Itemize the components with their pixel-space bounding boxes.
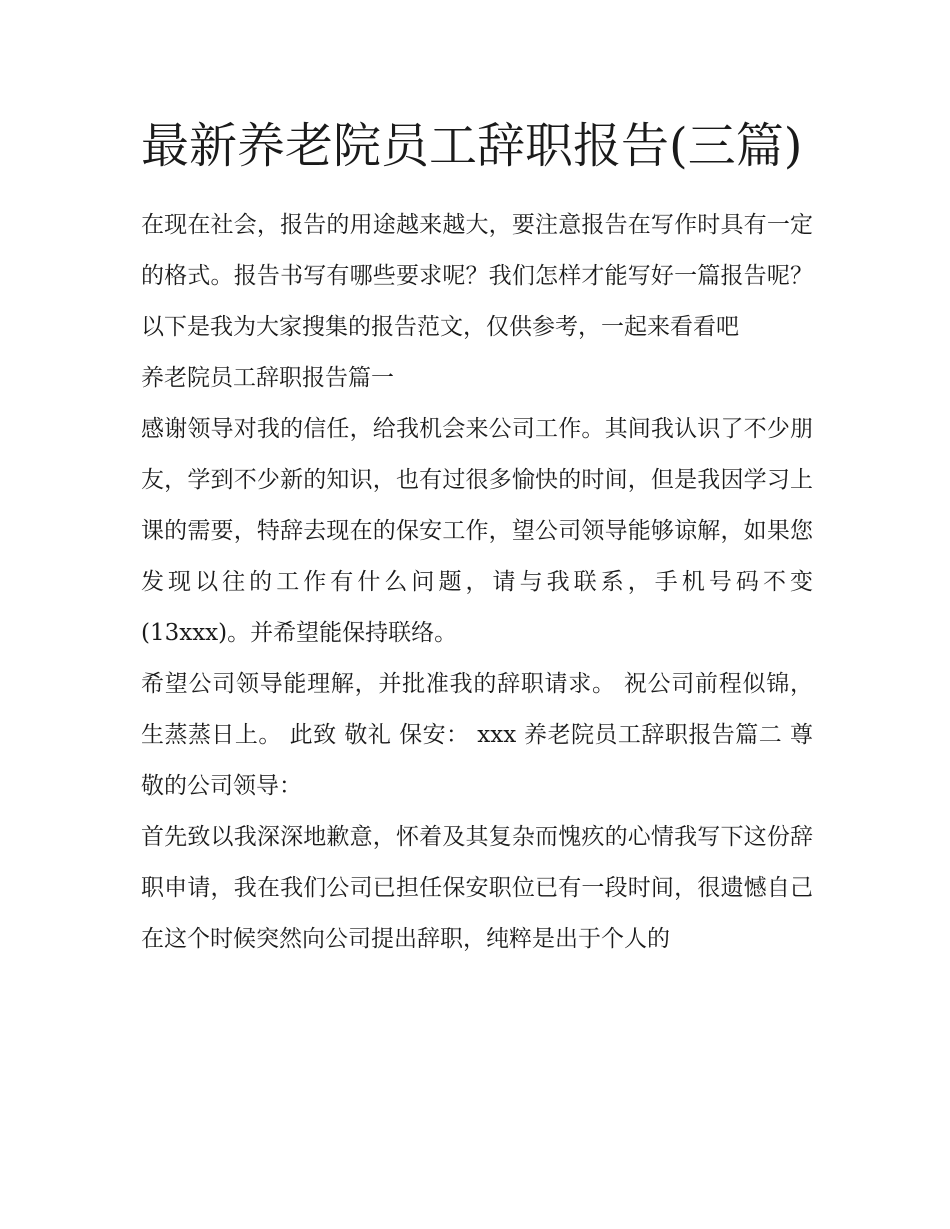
- body-paragraph: 感谢领导对我的信任，给我机会来公司工作。其间我认识了不少朋友，学到不少新的知识，也有过很多愉快的时间，但是我因学习上课的需要，特辞去现在的保安工作，望公司领导能够谅解，如果您发现以往的工作有什么问题，请与我联系，手机号码不变(13xxx)。并希望能保持联络。: [141, 416, 813, 646]
- document-body: [141, 200, 813, 965]
- section-heading-one: 养老院员工辞职报告篇一: [141, 365, 394, 391]
- intro-paragraph: 在现在社会，报告的用途越来越大，要注意报告在写作时具有一定的格式。报告书写有哪些要求呢？我们怎样才能写好一篇报告呢？以下是我为大家搜集的报告范文，仅供参考，一起来看看吧: [141, 212, 813, 340]
- document-title: 最新养老院员工辞职报告(三篇): [141, 118, 803, 174]
- body-paragraph: 首先致以我深深地歉意，怀着及其复杂而愧疚的心情我写下这份辞职申请，我在我们公司已担任保安职位已有一段时间，很遗憾自己在这个时候突然向公司提出辞职，纯粹是出于个人的: [141, 824, 813, 952]
- document-content: [141, 112, 813, 965]
- body-paragraph: 希望公司领导能理解，并批准我的辞职请求。 祝公司前程似锦，生蒸蒸日上。 此致 敬礼 保安： xxx 养老院员工辞职报告篇二 尊敬的公司领导：: [141, 671, 813, 799]
